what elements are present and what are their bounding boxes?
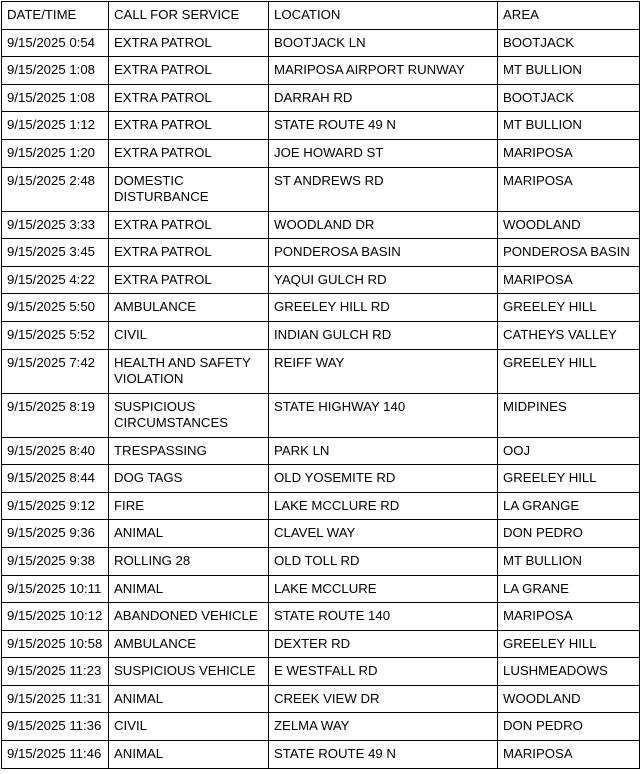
date-time-cell: 9/15/2025 10:12 — [2, 603, 109, 631]
date-time-cell: 9/15/2025 5:52 — [2, 321, 109, 349]
call-log-table — [1, 1, 640, 769]
table-row — [2, 741, 640, 769]
table-row — [2, 713, 640, 741]
location-cell: DEXTER RD — [269, 630, 498, 658]
location-cell: ZELMA WAY — [269, 713, 498, 741]
date-time-cell: 9/15/2025 11:23 — [2, 658, 109, 686]
area-cell: MARIPOSA — [498, 266, 640, 294]
call-for-service-cell: SUSPICIOUS CIRCUMSTANCES — [109, 393, 269, 437]
table-row — [2, 349, 640, 393]
call-for-service-cell: ABANDONED VEHICLE — [109, 603, 269, 631]
call-for-service-cell: DOG TAGS — [109, 465, 269, 493]
area-cell: MARIPOSA — [498, 139, 640, 167]
table-row — [2, 520, 640, 548]
call-for-service-cell: ANIMAL — [109, 575, 269, 603]
table-row — [2, 630, 640, 658]
location-cell: MARIPOSA AIRPORT RUNWAY — [269, 57, 498, 85]
date-time-cell: 9/15/2025 11:36 — [2, 713, 109, 741]
call-for-service-cell: EXTRA PATROL — [109, 266, 269, 294]
area-cell: MARIPOSA — [498, 741, 640, 769]
area-cell: DON PEDRO — [498, 713, 640, 741]
location-cell: ST ANDREWS RD — [269, 167, 498, 211]
location-cell: CREEK VIEW DR — [269, 685, 498, 713]
date-time-cell: 9/15/2025 1:08 — [2, 84, 109, 112]
table-row — [2, 658, 640, 686]
call-for-service-cell: SUSPICIOUS VEHICLE — [109, 658, 269, 686]
date-time-cell: 9/15/2025 3:33 — [2, 211, 109, 239]
location-cell: GREELEY HILL RD — [269, 294, 498, 322]
location-cell: DARRAH RD — [269, 84, 498, 112]
date-time-cell: 9/15/2025 8:40 — [2, 437, 109, 465]
call-for-service-cell: EXTRA PATROL — [109, 57, 269, 85]
location-cell: WOODLAND DR — [269, 211, 498, 239]
date-time-cell: 9/15/2025 1:08 — [2, 57, 109, 85]
area-cell: MIDPINES — [498, 393, 640, 437]
location-cell: REIFF WAY — [269, 349, 498, 393]
table-row — [2, 112, 640, 140]
location-cell: OLD TOLL RD — [269, 547, 498, 575]
area-cell: GREELEY HILL — [498, 349, 640, 393]
call-for-service-cell: HEALTH AND SAFETY VIOLATION — [109, 349, 269, 393]
date-time-cell: 9/15/2025 10:58 — [2, 630, 109, 658]
table-row — [2, 685, 640, 713]
area-cell: GREELEY HILL — [498, 294, 640, 322]
call-for-service-cell: EXTRA PATROL — [109, 239, 269, 267]
date-time-cell: 9/15/2025 11:31 — [2, 685, 109, 713]
area-cell: LA GRANE — [498, 575, 640, 603]
location-cell: STATE ROUTE 140 — [269, 603, 498, 631]
header-call-for-service: CALL FOR SERVICE — [109, 2, 269, 30]
header-area: AREA — [498, 2, 640, 30]
area-cell: WOODLAND — [498, 685, 640, 713]
location-cell: E WESTFALL RD — [269, 658, 498, 686]
date-time-cell: 9/15/2025 3:45 — [2, 239, 109, 267]
call-for-service-cell: AMBULANCE — [109, 630, 269, 658]
date-time-cell: 9/15/2025 5:50 — [2, 294, 109, 322]
table-row — [2, 266, 640, 294]
date-time-cell: 9/15/2025 11:46 — [2, 741, 109, 769]
date-time-cell: 9/15/2025 1:12 — [2, 112, 109, 140]
area-cell: BOOTJACK — [498, 29, 640, 57]
location-cell: STATE ROUTE 49 N — [269, 741, 498, 769]
table-row — [2, 321, 640, 349]
location-cell: JOE HOWARD ST — [269, 139, 498, 167]
call-for-service-cell: EXTRA PATROL — [109, 139, 269, 167]
call-for-service-cell: DOMESTIC DISTURBANCE — [109, 167, 269, 211]
area-cell: MT BULLION — [498, 547, 640, 575]
table-row — [2, 465, 640, 493]
date-time-cell: 9/15/2025 7:42 — [2, 349, 109, 393]
location-cell: BOOTJACK LN — [269, 29, 498, 57]
area-cell: GREELEY HILL — [498, 630, 640, 658]
date-time-cell: 9/15/2025 4:22 — [2, 266, 109, 294]
header-row — [2, 2, 640, 30]
table-row — [2, 239, 640, 267]
table-row — [2, 29, 640, 57]
location-cell: STATE ROUTE 49 N — [269, 112, 498, 140]
table-row — [2, 294, 640, 322]
call-for-service-cell: EXTRA PATROL — [109, 112, 269, 140]
location-cell: OLD YOSEMITE RD — [269, 465, 498, 493]
table-row — [2, 393, 640, 437]
header-location: LOCATION — [269, 2, 498, 30]
call-for-service-cell: EXTRA PATROL — [109, 29, 269, 57]
location-cell: CLAVEL WAY — [269, 520, 498, 548]
area-cell: PONDEROSA BASIN — [498, 239, 640, 267]
area-cell: WOODLAND — [498, 211, 640, 239]
location-cell: PARK LN — [269, 437, 498, 465]
call-for-service-cell: ANIMAL — [109, 741, 269, 769]
date-time-cell: 9/15/2025 8:44 — [2, 465, 109, 493]
location-cell: PONDEROSA BASIN — [269, 239, 498, 267]
date-time-cell: 9/15/2025 10:11 — [2, 575, 109, 603]
call-for-service-cell: ANIMAL — [109, 520, 269, 548]
table-row — [2, 167, 640, 211]
date-time-cell: 9/15/2025 2:48 — [2, 167, 109, 211]
area-cell: LA GRANGE — [498, 492, 640, 520]
area-cell: MARIPOSA — [498, 603, 640, 631]
area-cell: MARIPOSA — [498, 167, 640, 211]
date-time-cell: 9/15/2025 0:54 — [2, 29, 109, 57]
date-time-cell: 9/15/2025 8:19 — [2, 393, 109, 437]
area-cell: GREELEY HILL — [498, 465, 640, 493]
table-row — [2, 57, 640, 85]
date-time-cell: 9/15/2025 1:20 — [2, 139, 109, 167]
location-cell: LAKE MCCLURE RD — [269, 492, 498, 520]
call-for-service-cell: CIVIL — [109, 321, 269, 349]
call-for-service-cell: ANIMAL — [109, 685, 269, 713]
call-for-service-cell: TRESPASSING — [109, 437, 269, 465]
table-row — [2, 437, 640, 465]
location-cell: LAKE MCCLURE — [269, 575, 498, 603]
location-cell: STATE HIGHWAY 140 — [269, 393, 498, 437]
area-cell: CATHEYS VALLEY — [498, 321, 640, 349]
date-time-cell: 9/15/2025 9:12 — [2, 492, 109, 520]
header-date-time: DATE/TIME — [2, 2, 109, 30]
table-row — [2, 139, 640, 167]
area-cell: BOOTJACK — [498, 84, 640, 112]
table-row — [2, 547, 640, 575]
table-row — [2, 492, 640, 520]
location-cell: YAQUI GULCH RD — [269, 266, 498, 294]
table-row — [2, 603, 640, 631]
call-for-service-cell: EXTRA PATROL — [109, 84, 269, 112]
area-cell: OOJ — [498, 437, 640, 465]
table-row — [2, 575, 640, 603]
area-cell: DON PEDRO — [498, 520, 640, 548]
call-for-service-cell: ROLLING 28 — [109, 547, 269, 575]
location-cell: INDIAN GULCH RD — [269, 321, 498, 349]
date-time-cell: 9/15/2025 9:38 — [2, 547, 109, 575]
area-cell: MT BULLION — [498, 57, 640, 85]
date-time-cell: 9/15/2025 9:36 — [2, 520, 109, 548]
call-for-service-cell: EXTRA PATROL — [109, 211, 269, 239]
table-row — [2, 211, 640, 239]
call-for-service-cell: CIVIL — [109, 713, 269, 741]
area-cell: MT BULLION — [498, 112, 640, 140]
call-for-service-cell: FIRE — [109, 492, 269, 520]
table-row — [2, 84, 640, 112]
area-cell: LUSHMEADOWS — [498, 658, 640, 686]
call-log-body — [2, 2, 640, 769]
call-for-service-cell: AMBULANCE — [109, 294, 269, 322]
